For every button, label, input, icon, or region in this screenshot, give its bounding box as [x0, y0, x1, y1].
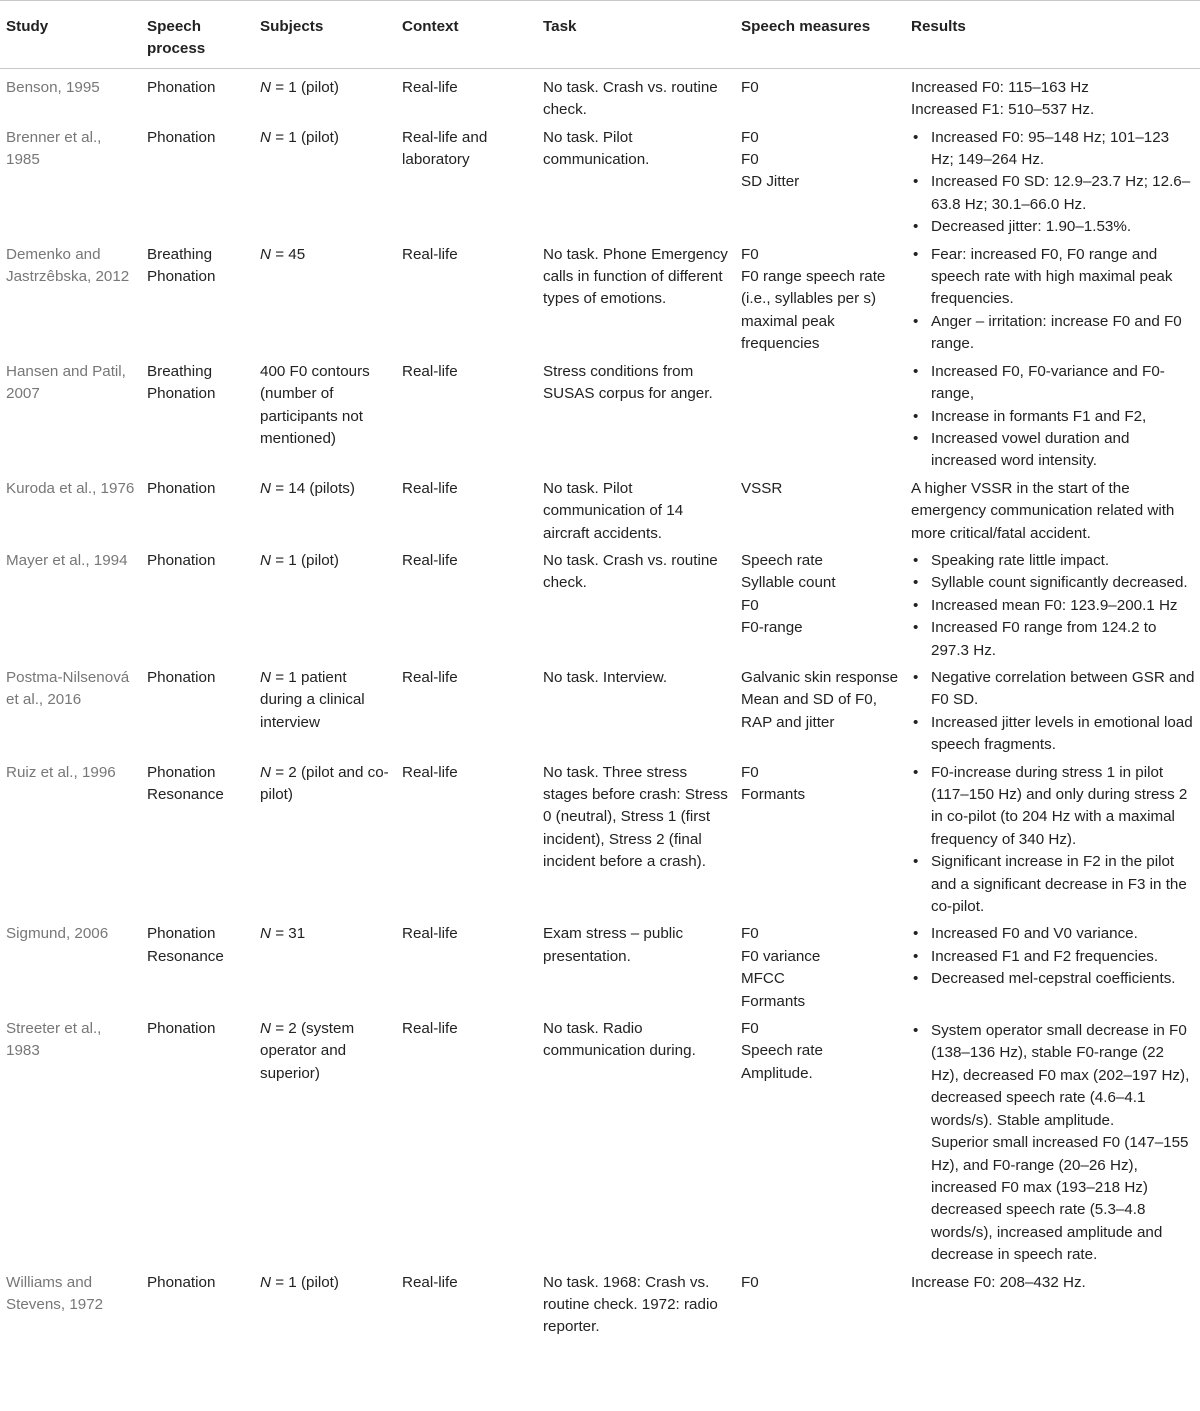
cell-context: Real-life — [402, 925, 458, 943]
results-list — [911, 762, 1196, 919]
cell-task: Exam stress – public presentation. — [543, 925, 684, 965]
cell-speech-process — [141, 478, 254, 550]
cell-speech-process — [141, 127, 254, 244]
cell-context: Real-life — [402, 78, 458, 96]
cell-subjects — [254, 1272, 396, 1344]
result-line: Increased F0: 115–163 Hz — [911, 78, 1089, 96]
cell-results — [905, 1272, 1200, 1344]
result-bullet: • System operator small decrease in F0 (138–136 Hz), stable F0-range (22 Hz), decreased F0 max (202–197 Hz), decreased speech rate (4.6–4.1 words/s). Stable amplitude. — [911, 1020, 1196, 1132]
cell-task: No task. Three stress stages before crash: Stress 0 (neutral), Stress 1 (first incident), Stress 2 (final incident before a crash). — [543, 763, 728, 871]
speech-measure-line: F0 range speech rate (i.e., syllables per s) maximal peak frequencies — [741, 268, 886, 353]
speech-measure-line: F0 — [741, 1273, 759, 1291]
speech-measure-line: F0 — [741, 78, 759, 96]
cell-task: No task. 1968: Crash vs. routine check. 1972: radio reporter. — [543, 1273, 718, 1336]
result-bullet: • Decreased jitter: 1.90–1.53%. — [911, 216, 1196, 238]
subjects-n-symbol: N — [260, 925, 271, 943]
cell-subjects — [254, 923, 396, 1018]
speech-process-line: Phonation — [147, 479, 216, 497]
subjects-n-symbol: N — [260, 245, 271, 263]
cell-speech-process — [141, 1272, 254, 1344]
cell-study: Kuroda et al., 1976 — [6, 479, 135, 497]
subjects-text: = 1 (pilot) — [270, 128, 339, 146]
table-row — [0, 923, 1200, 1018]
subjects-n-symbol: N — [260, 479, 271, 497]
speech-measure-line: F0 — [741, 1020, 759, 1038]
header-subjects: Subjects — [254, 1, 396, 69]
subjects-text: = 1 patient during a clinical interview — [260, 668, 365, 731]
cell-study: Ruiz et al., 1996 — [6, 763, 116, 781]
speech-measure-line: VSSR — [741, 479, 783, 497]
results-list — [911, 667, 1196, 757]
cell-results — [905, 923, 1200, 1018]
cell-results — [905, 68, 1200, 126]
table-row — [0, 478, 1200, 550]
speech-measure-line: F0-range — [741, 619, 803, 637]
result-bullet: • Increased F0 and V0 variance. — [911, 923, 1196, 945]
cell-context: Real-life — [402, 668, 458, 686]
results-list — [911, 244, 1196, 356]
result-bullet: • Increased F0 range from 124.2 to 297.3 Hz. — [911, 617, 1196, 662]
cell-subjects — [254, 550, 396, 667]
cell-context: Real-life — [402, 551, 458, 569]
speech-measure-line: F0 — [741, 245, 759, 263]
result-bullet: • Increased F0 SD: 12.9–23.7 Hz; 12.6–63.8 Hz; 30.1–66.0 Hz. — [911, 171, 1196, 216]
cell-study: Williams and Stevens, 1972 — [6, 1273, 104, 1313]
speech-process-line: Phonation — [147, 1273, 216, 1291]
cell-task: No task. Radio communication during. — [543, 1020, 696, 1060]
speech-process-line: Phonation — [147, 128, 216, 146]
speech-measure-line: F0 variance — [741, 947, 821, 965]
speech-process-line: Breathing — [147, 245, 213, 263]
cell-results — [905, 550, 1200, 667]
header-speech-process: Speech process — [141, 1, 254, 69]
result-bullet: • Anger – irritation: increase F0 and F0 range. — [911, 311, 1196, 356]
cell-speech-process — [141, 68, 254, 126]
subjects-n-symbol: N — [260, 551, 271, 569]
table-row — [0, 550, 1200, 667]
subjects-text: = 1 (pilot) — [270, 78, 339, 96]
result-bullet: • Increased vowel duration and increased word intensity. — [911, 428, 1196, 473]
speech-measure-line: Speech rate — [741, 551, 823, 569]
cell-study: Benson, 1995 — [6, 78, 100, 96]
cell-task: Stress conditions from SUSAS corpus for anger. — [543, 362, 713, 403]
result-bullet: • Increased F0: 95–148 Hz; 101–123 Hz; 149–264 Hz. — [911, 127, 1196, 172]
speech-measure-line: Formants — [741, 786, 806, 803]
cell-subjects — [254, 127, 396, 244]
cell-speech-measures — [735, 68, 905, 126]
speech-process-line: Phonation — [147, 551, 216, 569]
table-row — [0, 244, 1200, 361]
results-list — [911, 361, 1196, 473]
subjects-text: 400 F0 contours (number of participants not mentioned) — [260, 362, 370, 447]
cell-speech-process — [141, 667, 254, 762]
result-bullet: • Syllable count significantly decreased. — [911, 572, 1196, 594]
result-bullet: • Speaking rate little impact. — [911, 550, 1196, 572]
cell-task: No task. Crash vs. routine check. — [543, 78, 718, 119]
speech-measure-line: Amplitude. — [741, 1064, 813, 1082]
result-line: Increased F1: 510–537 Hz. — [911, 101, 1095, 119]
cell-study: Mayer et al., 1994 — [6, 551, 128, 569]
speech-process-line: Resonance — [147, 947, 224, 965]
results-list — [911, 550, 1196, 662]
cell-subjects — [254, 361, 396, 478]
cell-speech-measures — [735, 667, 905, 762]
cell-study: Demenko and Jastrzêbska, 2012 — [6, 245, 130, 286]
speech-process-line: Phonation — [147, 78, 216, 96]
cell-results — [905, 1018, 1200, 1271]
results-list — [911, 1020, 1196, 1266]
subjects-text: = 1 (pilot) — [270, 551, 339, 569]
cell-results — [905, 127, 1200, 244]
speech-process-line: Phonation — [147, 268, 216, 286]
speech-measure-line: F0 — [741, 596, 759, 614]
result-bullet: • Significant increase in F2 in the pilot and a significant decrease in F3 in the co-pilot. — [911, 851, 1196, 918]
cell-task: No task. Interview. — [543, 668, 668, 686]
cell-speech-process — [141, 923, 254, 1018]
result-line: A higher VSSR in the start of the emergency communication related with more critical/fatal accident. — [911, 479, 1175, 542]
header-speech-measures: Speech measures — [735, 1, 905, 69]
result-bullet: • Increased mean F0: 123.9–200.1 Hz — [911, 595, 1196, 617]
cell-speech-process — [141, 1018, 254, 1271]
cell-context: Real-life — [402, 479, 458, 497]
cell-subjects — [254, 244, 396, 361]
speech-measure-line: Syllable count — [741, 574, 836, 592]
cell-study: Sigmund, 2006 — [6, 925, 109, 943]
cell-study: Streeter et al., 1983 — [6, 1020, 102, 1060]
speech-process-line: Breathing — [147, 362, 213, 380]
cell-study: Postma-Nilsenová et al., 2016 — [6, 668, 130, 709]
cell-results — [905, 478, 1200, 550]
result-bullet: • F0-increase during stress 1 in pilot (117–150 Hz) and only during stress 2 in co-pilot (to 204 Hz with a maximal frequency of 340 Hz). — [911, 762, 1196, 852]
speech-measure-line: F0 — [741, 128, 759, 146]
table-row — [0, 667, 1200, 762]
result-bullet: • Increased jitter levels in emotional load speech fragments. — [911, 712, 1196, 757]
cell-speech-measures — [735, 762, 905, 924]
table-row — [0, 68, 1200, 126]
speech-process-line: Phonation — [147, 1020, 216, 1038]
subjects-text: = 45 — [270, 245, 306, 263]
result-bullet: • Increase in formants F1 and F2, — [911, 406, 1196, 428]
cell-subjects — [254, 478, 396, 550]
cell-speech-process — [141, 550, 254, 667]
cell-results — [905, 244, 1200, 361]
speech-measure-line: Formants — [741, 992, 806, 1010]
cell-task: No task. Pilot communication. — [543, 128, 650, 169]
cell-context: Real-life — [402, 1020, 458, 1038]
cell-speech-process — [141, 361, 254, 478]
subjects-text: = 2 (pilot and co-pilot) — [260, 763, 389, 803]
cell-speech-measures — [735, 1272, 905, 1344]
cell-speech-measures — [735, 550, 905, 667]
speech-measure-line: F0 — [741, 763, 759, 781]
result-line: Increase F0: 208–432 Hz. — [911, 1273, 1086, 1291]
header-context: Context — [396, 1, 537, 69]
header-study: Study — [0, 1, 141, 69]
table-row — [0, 361, 1200, 478]
cell-context: Real-life — [402, 362, 458, 380]
result-bullet: Superior small increased F0 (147–155 Hz), and F0-range (20–26 Hz), increased F0 max (193–218 Hz) decreased speech rate (5.3–4.8 words/s), increased amplitude and decrease in speech rate. — [931, 1134, 1189, 1264]
result-bullet: • Increased F1 and F2 frequencies. — [911, 946, 1196, 968]
speech-measure-line: SD Jitter — [741, 173, 800, 191]
subjects-text: = 31 — [270, 925, 306, 943]
speech-process-line: Phonation — [147, 385, 216, 403]
result-bullet: • Fear: increased F0, F0 range and speech rate with high maximal peak frequencies. — [911, 244, 1196, 311]
cell-results — [905, 361, 1200, 478]
cell-results — [905, 762, 1200, 924]
subjects-n-symbol: N — [260, 1273, 271, 1291]
cell-context: Real-life — [402, 763, 458, 781]
subjects-n-symbol: N — [260, 668, 271, 686]
header-row — [0, 1, 1200, 69]
cell-context: Real-life — [402, 245, 458, 263]
cell-task: No task. Pilot communication of 14 aircraft accidents. — [543, 479, 684, 542]
cell-task: No task. Crash vs. routine check. — [543, 551, 718, 592]
table-row — [0, 1272, 1200, 1344]
cell-context: Real-life — [402, 1273, 458, 1291]
cell-subjects — [254, 667, 396, 762]
cell-speech-measures — [735, 478, 905, 550]
subjects-text: = 1 (pilot) — [270, 1273, 339, 1291]
cell-results — [905, 667, 1200, 762]
header-task: Task — [537, 1, 735, 69]
speech-process-line: Phonation — [147, 925, 216, 943]
subjects-text: = 14 (pilots) — [270, 479, 355, 497]
cell-context: Real-life and laboratory — [402, 128, 488, 169]
cell-speech-measures — [735, 127, 905, 244]
speech-measure-line: F0 — [741, 925, 759, 943]
speech-measure-line: F0 — [741, 151, 759, 169]
speech-process-line: Resonance — [147, 786, 224, 803]
speech-measure-line: Speech rate — [741, 1042, 823, 1060]
results-list — [911, 923, 1196, 990]
cell-speech-measures — [735, 1018, 905, 1271]
cell-speech-measures — [735, 244, 905, 361]
cell-study: Brenner et al., 1985 — [6, 128, 102, 169]
cell-speech-measures — [735, 361, 905, 478]
cell-subjects — [254, 68, 396, 126]
cell-speech-measures — [735, 923, 905, 1018]
speech-measure-line: MFCC — [741, 970, 785, 988]
cell-speech-process — [141, 762, 254, 924]
table-row — [0, 1018, 1200, 1271]
subjects-text: = 2 (system operator and superior) — [260, 1020, 355, 1082]
result-bullet: • Decreased mel-cepstral coefficients. — [911, 968, 1196, 990]
header-results: Results — [905, 1, 1200, 69]
cell-subjects — [254, 762, 396, 924]
speech-measure-line: Galvanic skin response Mean and SD of F0, RAP and jitter — [741, 668, 899, 731]
subjects-n-symbol: N — [260, 1020, 271, 1038]
cell-subjects — [254, 1018, 396, 1271]
subjects-n-symbol: N — [260, 78, 271, 96]
results-list — [911, 127, 1196, 239]
speech-process-line: Phonation — [147, 668, 216, 686]
result-bullet: • Increased F0, F0-variance and F0-range, — [911, 361, 1196, 406]
speech-process-line: Phonation — [147, 763, 216, 781]
subjects-n-symbol: N — [260, 763, 271, 781]
subjects-n-symbol: N — [260, 128, 271, 146]
table-row — [0, 127, 1200, 244]
cell-speech-process — [141, 244, 254, 361]
table-row — [0, 762, 1200, 924]
cell-task: No task. Phone Emergency calls in function of different types of emotions. — [543, 245, 728, 308]
result-bullet: • Negative correlation between GSR and F0 SD. — [911, 667, 1196, 712]
table-body — [0, 68, 1200, 1343]
cell-study: Hansen and Patil, 2007 — [6, 362, 126, 403]
